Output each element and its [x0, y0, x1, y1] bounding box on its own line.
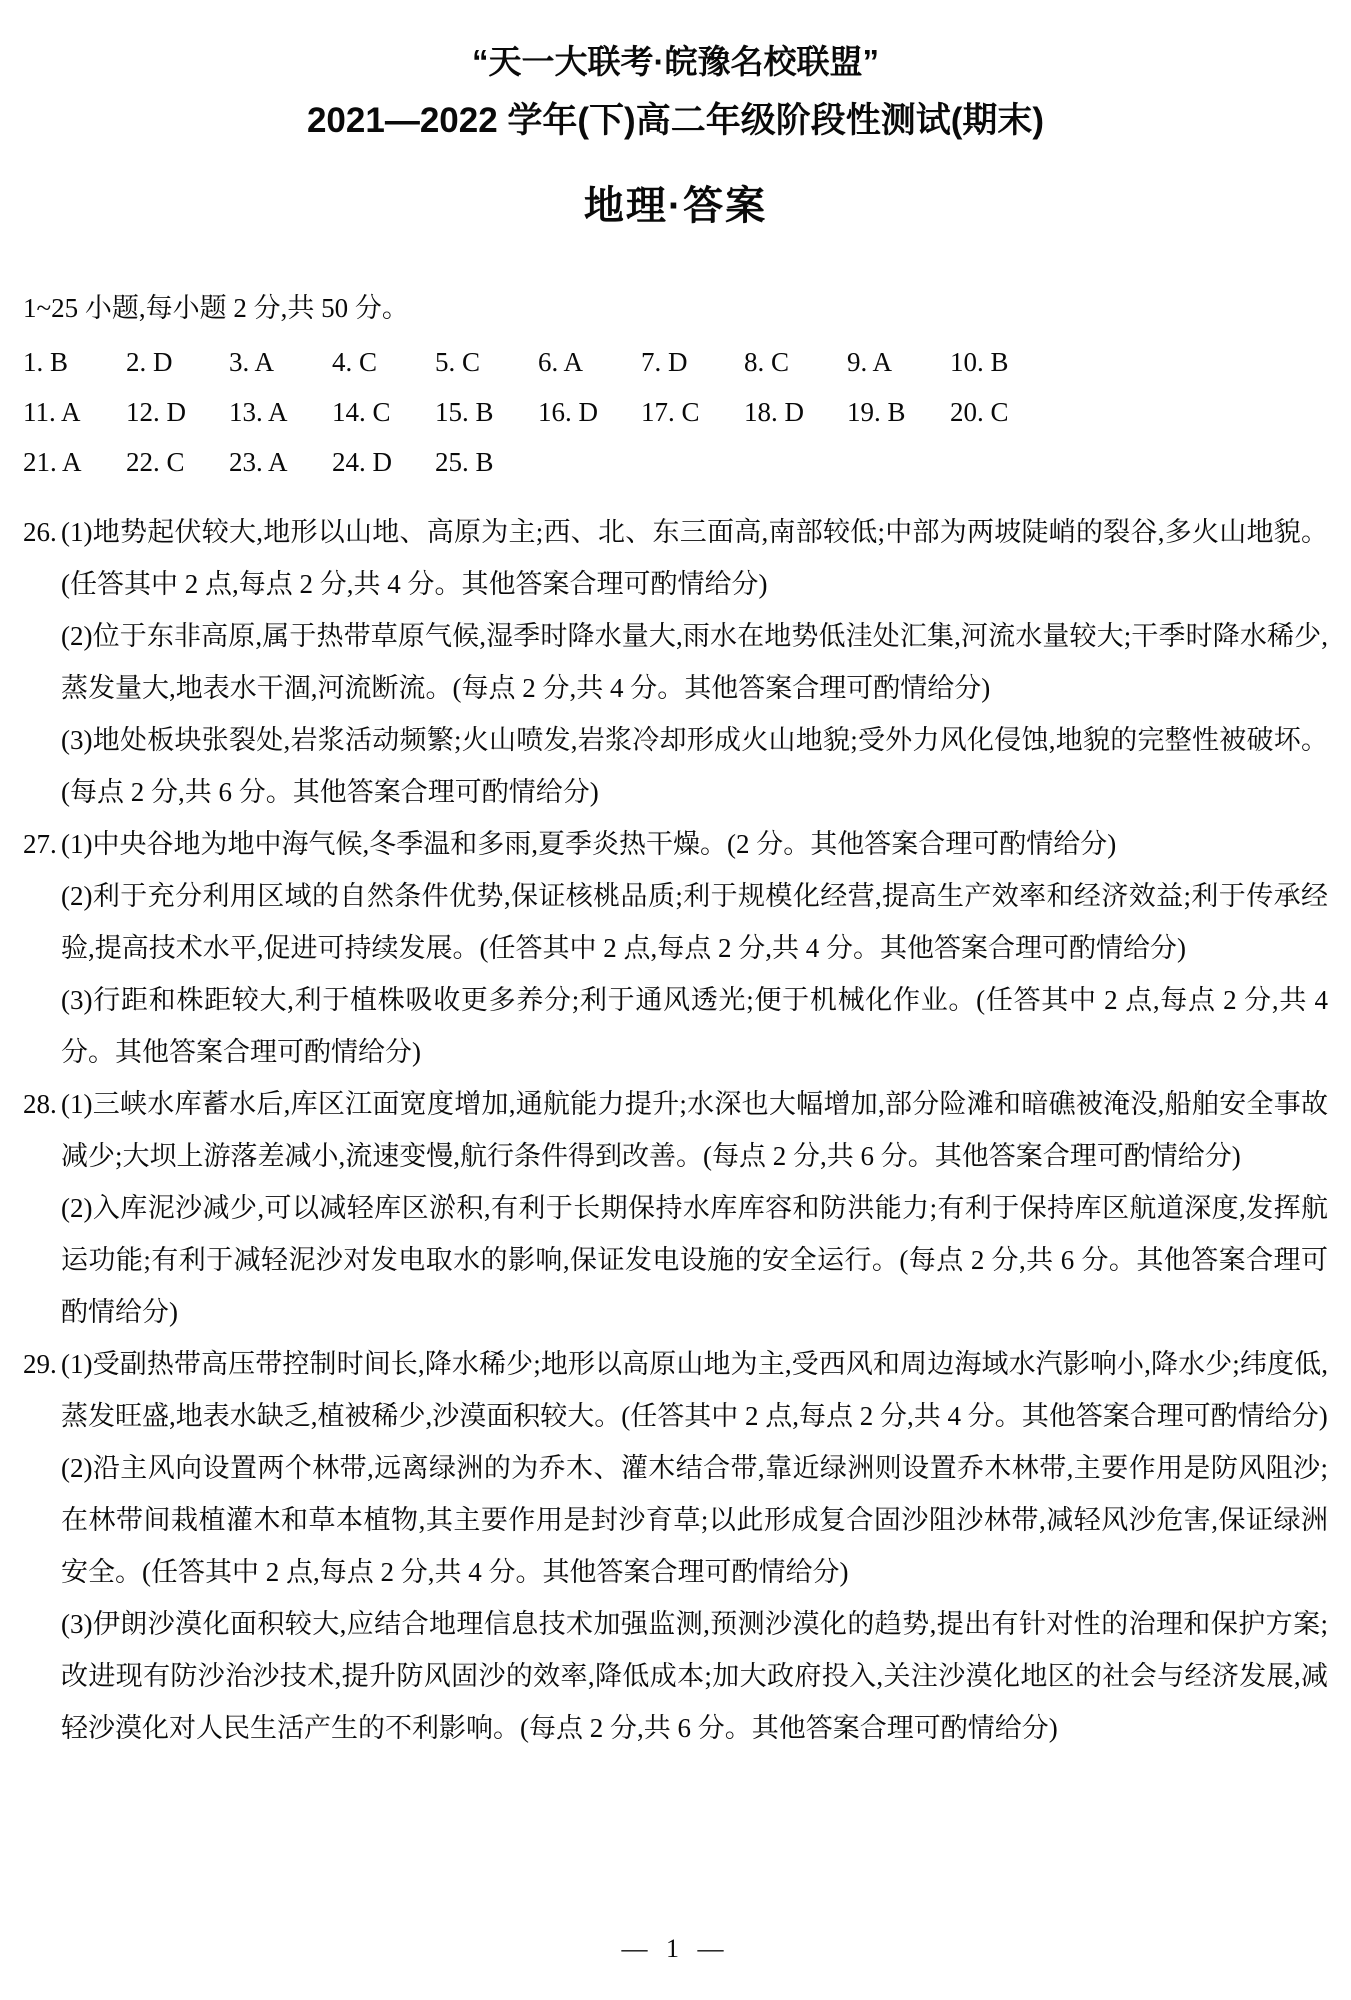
question-27-part-3: (3)行距和株距较大,利于植株吸收更多养分;利于通风透光;便于机械化作业。(任答其中 2 点,每点 2 分,共 4 分。其他答案合理可酌情给分) — [61, 985, 1328, 1067]
mc-answer-25: 25. B — [435, 447, 494, 477]
mc-answer-24: 24. D — [332, 447, 392, 477]
question-29-part-2: (2)沿主风向设置两个林带,远离绿洲的为乔木、灌木结合带,靠近绿洲则设置乔木林带,主要作用是防风阻沙;在林带间栽植灌木和草本植物,其主要作用是封沙育草;以此形成复合固沙阻沙林带,减轻风沙危害,保证绿洲安全。(任答其中 2 点,每点 2 分,共 4 分。其他答案合理可酌情给分) — [61, 1453, 1328, 1587]
mc-answer-7: 7. D — [641, 347, 688, 377]
subject-title: 地理·答案 — [583, 184, 768, 228]
question-26-part-1: (1)地势起伏较大,地形以山地、高原为主;西、北、东三面高,南部较低;中部为两坡陡峭的裂谷,多火山地貌。(任答其中 2 点,每点 2 分,共 4 分。其他答案合理可酌情给分) — [61, 517, 1328, 599]
mc-answer-grid — [23, 348, 1328, 476]
mc-answer-18: 18. D — [744, 397, 804, 427]
question-29-number: 29. — [23, 1349, 57, 1379]
mc-answer-1: 1. B — [23, 347, 69, 377]
question-29-part-1: (1)受副热带高压带控制时间长,降水稀少;地形以高原山地为主,受西风和周边海域水汽影响小,降水少;纬度低,蒸发旺盛,地表水缺乏,植被稀少,沙漠面积较大。(任答其中 2 点,每点 2 分,共 4 分。其他答案合理可酌情给分) — [61, 1349, 1328, 1431]
mc-answer-9: 9. A — [847, 347, 893, 377]
mc-answer-20: 20. C — [950, 397, 1009, 427]
question-27-part-2: (2)利于充分利用区域的自然条件优势,保证核桃品质;利于规模化经营,提高生产效率和经济效益;利于传承经验,提高技术水平,促进可持续发展。(任答其中 2 点,每点 2 分,共 4 分。其他答案合理可酌情给分) — [61, 881, 1328, 963]
mc-answer-5: 5. C — [435, 347, 481, 377]
mc-answer-17: 17. C — [641, 397, 700, 427]
question-28-part-1: (1)三峡水库蓄水后,库区江面宽度增加,通航能力提升;水深也大幅增加,部分险滩和暗礁被淹没,船舶安全事故减少;大坝上游落差减小,流速变慢,航行条件得到改善。(每点 2 分,共 6 分。其他答案合理可酌情给分) — [61, 1089, 1328, 1171]
question-27-number: 27. — [23, 829, 57, 859]
mc-answer-6: 6. A — [538, 347, 584, 377]
page-number: — 1 — — [621, 1934, 730, 1963]
mc-answer-11: 11. A — [23, 397, 81, 427]
question-26-number: 26. — [23, 517, 57, 547]
mc-answer-3: 3. A — [229, 347, 275, 377]
mc-answer-13: 13. A — [229, 397, 288, 427]
question-28-number: 28. — [23, 1089, 57, 1119]
document-header — [23, 40, 1328, 230]
mc-answer-22: 22. C — [126, 447, 185, 477]
question-26-part-3: (3)地处板块张裂处,岩浆活动频繁;火山喷发,岩浆冷却形成火山地貌;受外力风化侵蚀,地貌的完整性被破坏。(每点 2 分,共 6 分。其他答案合理可酌情给分) — [61, 725, 1328, 807]
exam-title: 2021—2022 学年(下)高二年级阶段性测试(期末) — [306, 101, 1045, 140]
mc-answer-23: 23. A — [229, 447, 288, 477]
question-26 — [23, 506, 1328, 818]
question-28-part-2: (2)入库泥沙减少,可以减轻库区淤积,有利于长期保持水库库容和防洪能力;有利于保持库区航道深度,发挥航运功能;有利于减轻泥沙对发电取水的影响,保证发电设施的安全运行。(每点 2 分,共 6 分。其他答案合理可酌情给分) — [61, 1193, 1328, 1327]
free-response-section — [23, 506, 1328, 1754]
mc-answer-8: 8. C — [744, 347, 790, 377]
mc-answer-10: 10. B — [950, 347, 1009, 377]
question-29 — [23, 1338, 1328, 1754]
multiple-choice-section — [23, 290, 1328, 476]
mc-answer-21: 21. A — [23, 447, 82, 477]
question-27-part-1: (1)中央谷地为地中海气候,冬季温和多雨,夏季炎热干燥。(2 分。其他答案合理可酌情给分) — [61, 829, 1117, 859]
question-27 — [23, 818, 1328, 1078]
mc-answer-15: 15. B — [435, 397, 494, 427]
mc-answer-4: 4. C — [332, 347, 378, 377]
question-28 — [23, 1078, 1328, 1338]
mc-answer-12: 12. D — [126, 397, 186, 427]
mc-answer-16: 16. D — [538, 397, 598, 427]
mc-answer-2: 2. D — [126, 347, 173, 377]
mc-answer-14: 14. C — [332, 397, 391, 427]
question-29-part-3: (3)伊朗沙漠化面积较大,应结合地理信息技术加强监测,预测沙漠化的趋势,提出有针对性的治理和保护方案;改进现有防沙治沙技术,提升防风固沙的效率,降低成本;加大政府投入,关注沙漠化地区的社会与经济发展,减轻沙漠化对人民生活产生的不利影响。(每点 2 分,共 6 分。其他答案合理可酌情给分) — [61, 1609, 1328, 1743]
mc-answer-19: 19. B — [847, 397, 906, 427]
question-26-part-2: (2)位于东非高原,属于热带草原气候,湿季时降水量大,雨水在地势低洼处汇集,河流水量较大;干季时降水稀少,蒸发量大,地表水干涸,河流断流。(每点 2 分,共 4 分。其他答案合理可酌情给分) — [61, 621, 1328, 703]
multiple-choice-intro: 1~25 小题,每小题 2 分,共 50 分。 — [23, 293, 409, 323]
league-title: “天一大联考·皖豫名校联盟” — [472, 43, 879, 80]
